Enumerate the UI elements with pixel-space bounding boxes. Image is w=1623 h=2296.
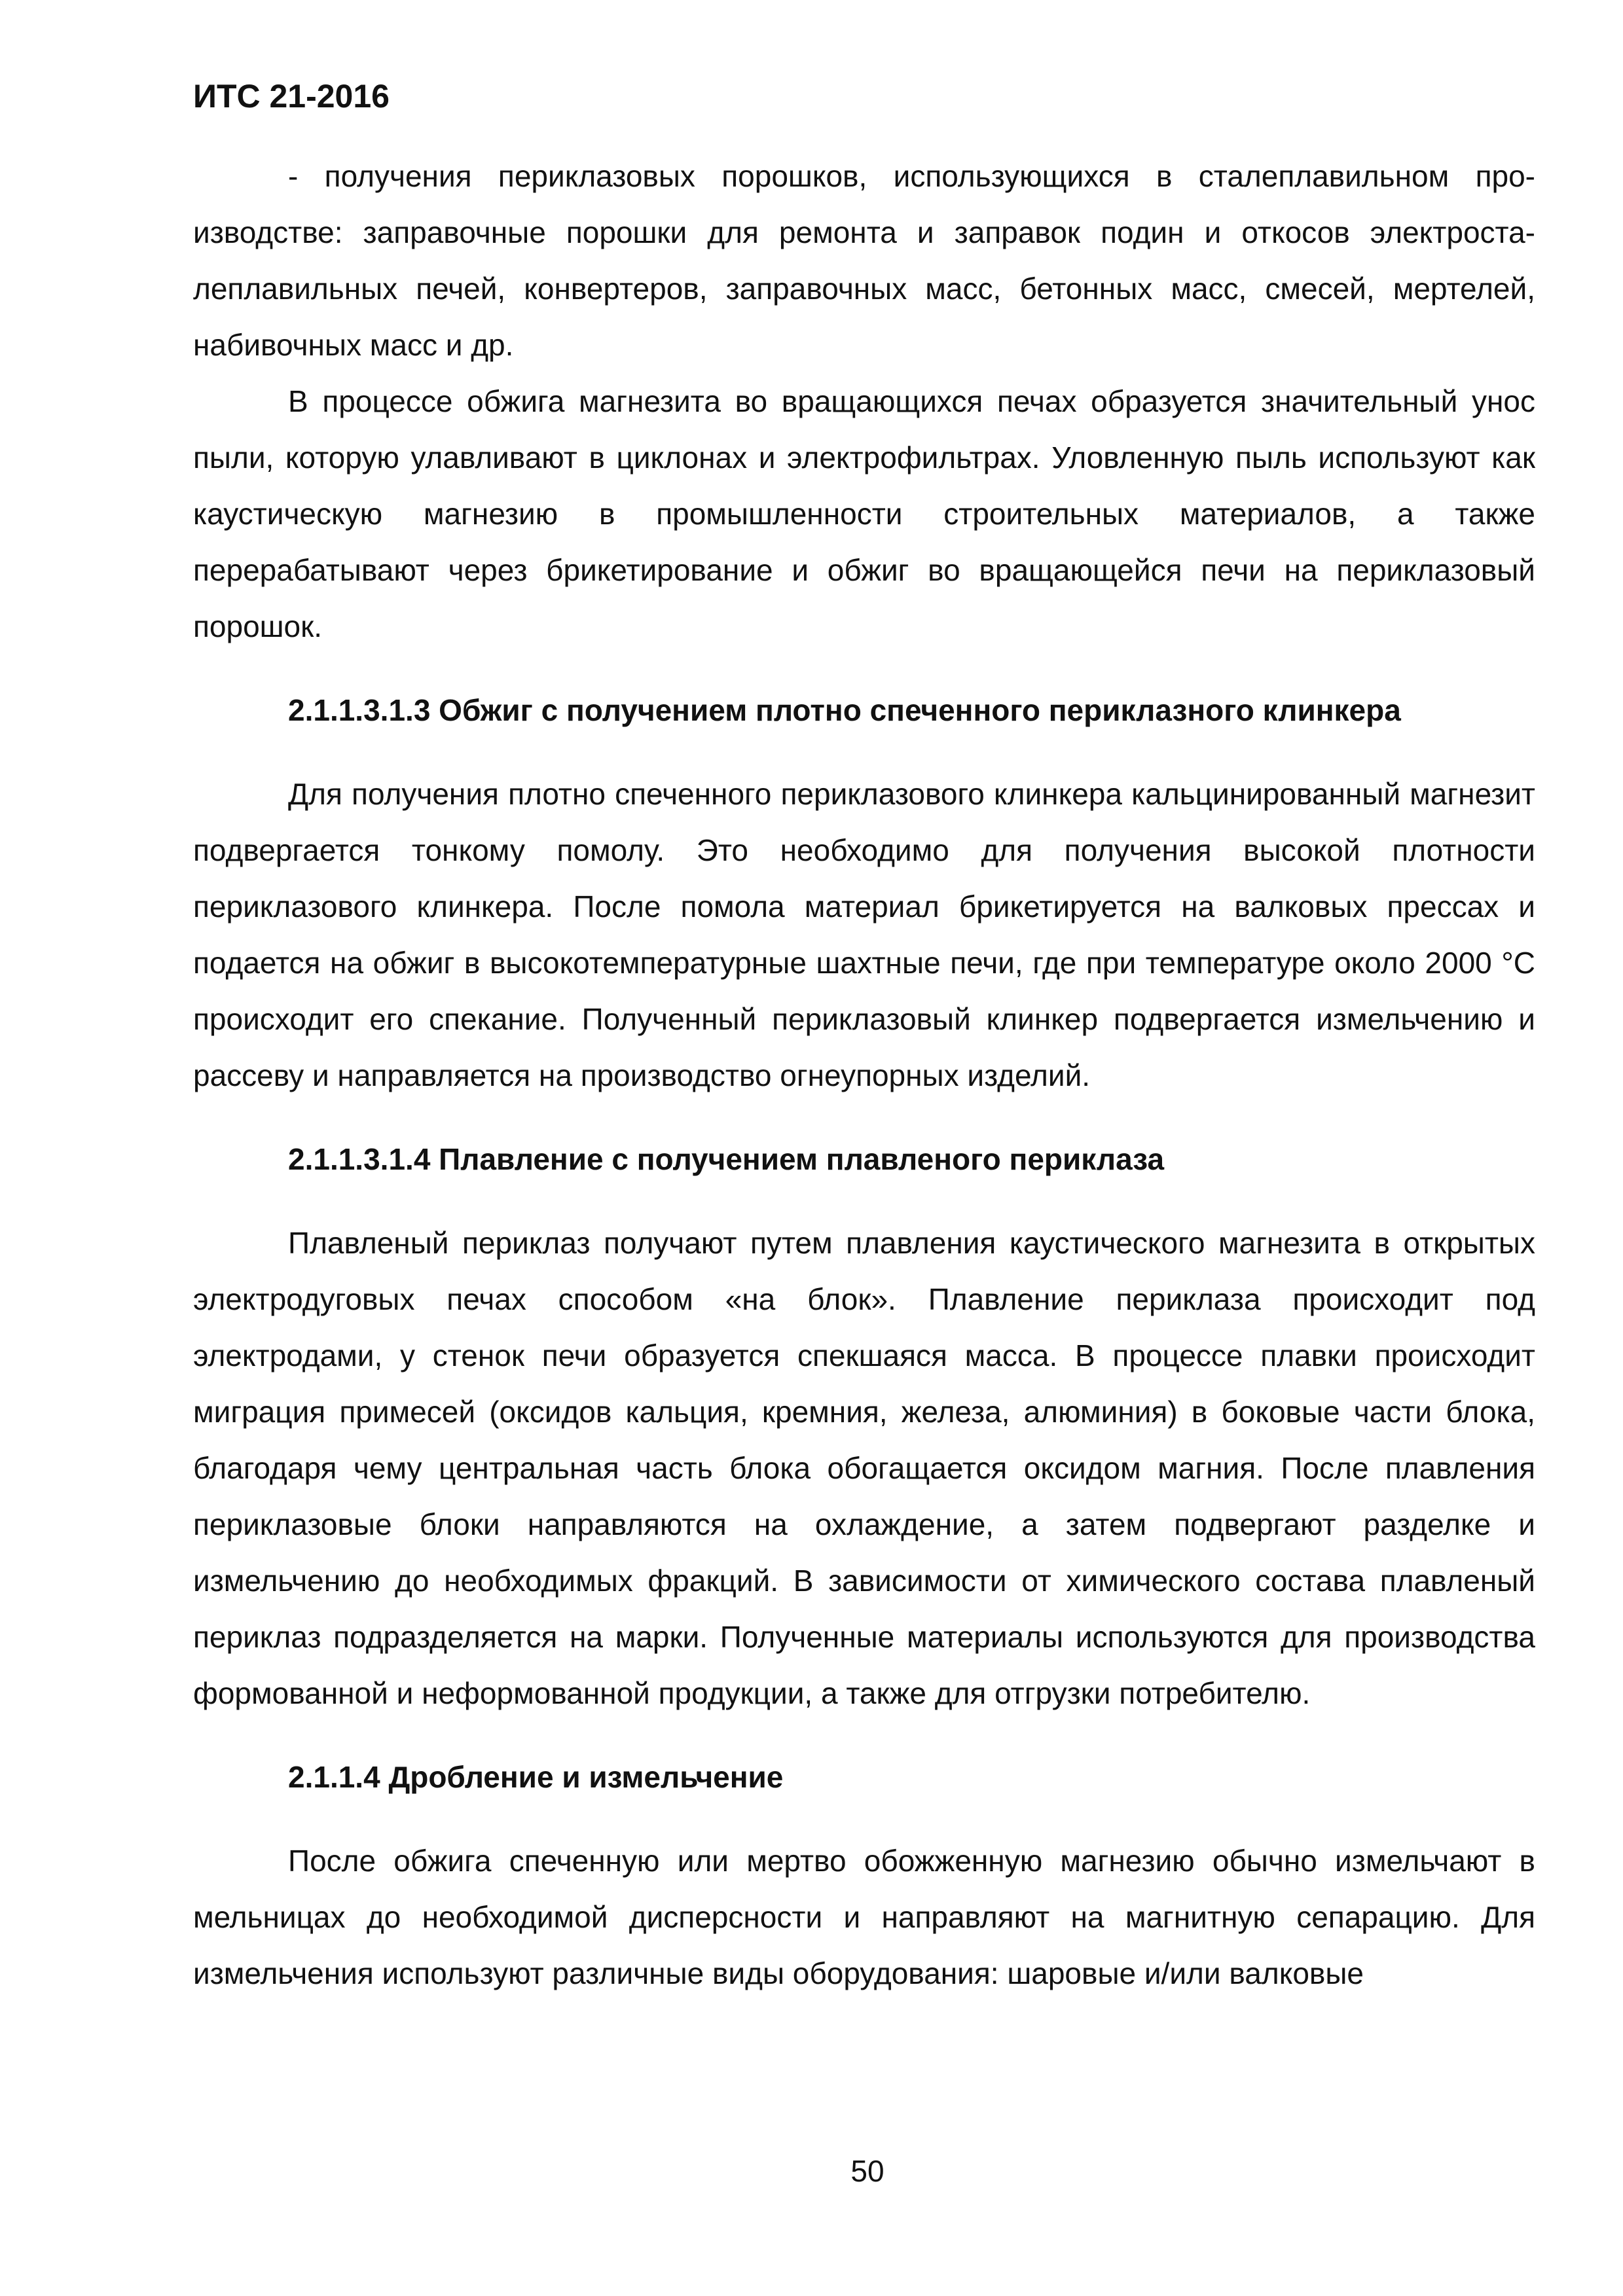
paragraph-dust-capture: В процессе обжига магнезита во вращающихся печах образуется значительный унос пыли, которую улавливают в циклонах и электрофильтрах. Уловленную пыль используют как каустическую магнезию в промышленности строительных материалов, а также перерабатывают через брикетирование и обжиг во вращающейся печи на периклазовый порошок. [193, 384, 1535, 643]
section-heading-crushing: 2.1.1.4 Дробление и измельчение [288, 1760, 784, 1794]
paragraph-crushing: После обжига спеченную или мертво обожженную магнезию обычно измельчают в мельницах до необходимой дисперсности и направляют на магнитную сепарацию. Для измельчения используют различные виды оборудования: шаровые и/или валковые [193, 1844, 1535, 1990]
document-id: ИТС 21-2016 [193, 78, 390, 115]
section-heading-fused-periclase: 2.1.1.3.1.4 Плавление с получением плавленого периклаза [288, 1142, 1165, 1176]
page-number: 50 [850, 2154, 884, 2188]
paragraph-fused-periclase: Плавленый периклаз получают путем плавления каустического магнезита в открытых электродуговых печах способом «на блок». Плавление периклаза происходит под электродами, у стенок печи образуется спекшаяся масса. В процессе плавки происходит миграция примесей (оксидов кальция, кремния, железа, алюминия) в боковые части блока, благодаря чему центральная часть блока обогащается оксидом магния. После плавления периклазовые блоки направляются на охлаждение, а затем подвергают разделке и измельчению до необходимых фракций. В зависимости от химического состава плавленый периклаз подразделяется на марки. Полученные материалы используются для производства формованной и неформованной продукции, а также для отгрузки потребителю. [193, 1226, 1535, 1710]
document-body [193, 148, 1535, 2001]
paragraph-periclase-powders: - получения периклазовых порошков, использующихся в сталеплавильном производстве: заправочные порошки для ремонта и заправок подин и откосов электросталеплавильных печей, конвертеров, заправочных масс, бетонных масс, смесей, мертелей, набивочных масс и др. [193, 159, 1535, 362]
paragraph-sintered-clinker: Для получения плотно спеченного периклазового клинкера кальцинированный магнезит подвергается тонкому помолу. Это необходимо для получения высокой плотности периклазового клинкера. После помола материал брикетируется на валковых прессах и подается на обжиг в высокотемпературные шахтные печи, где при температуре около 2000 °С происходит его спекание. Полученный периклазовый клинкер подвергается измельчению и рассеву и направляется на производство огнеупорных изделий. [193, 777, 1535, 1092]
section-heading-sintered-clinker: 2.1.1.3.1.3 Обжиг с получением плотно спеченного периклазного клинкера [288, 693, 1401, 727]
